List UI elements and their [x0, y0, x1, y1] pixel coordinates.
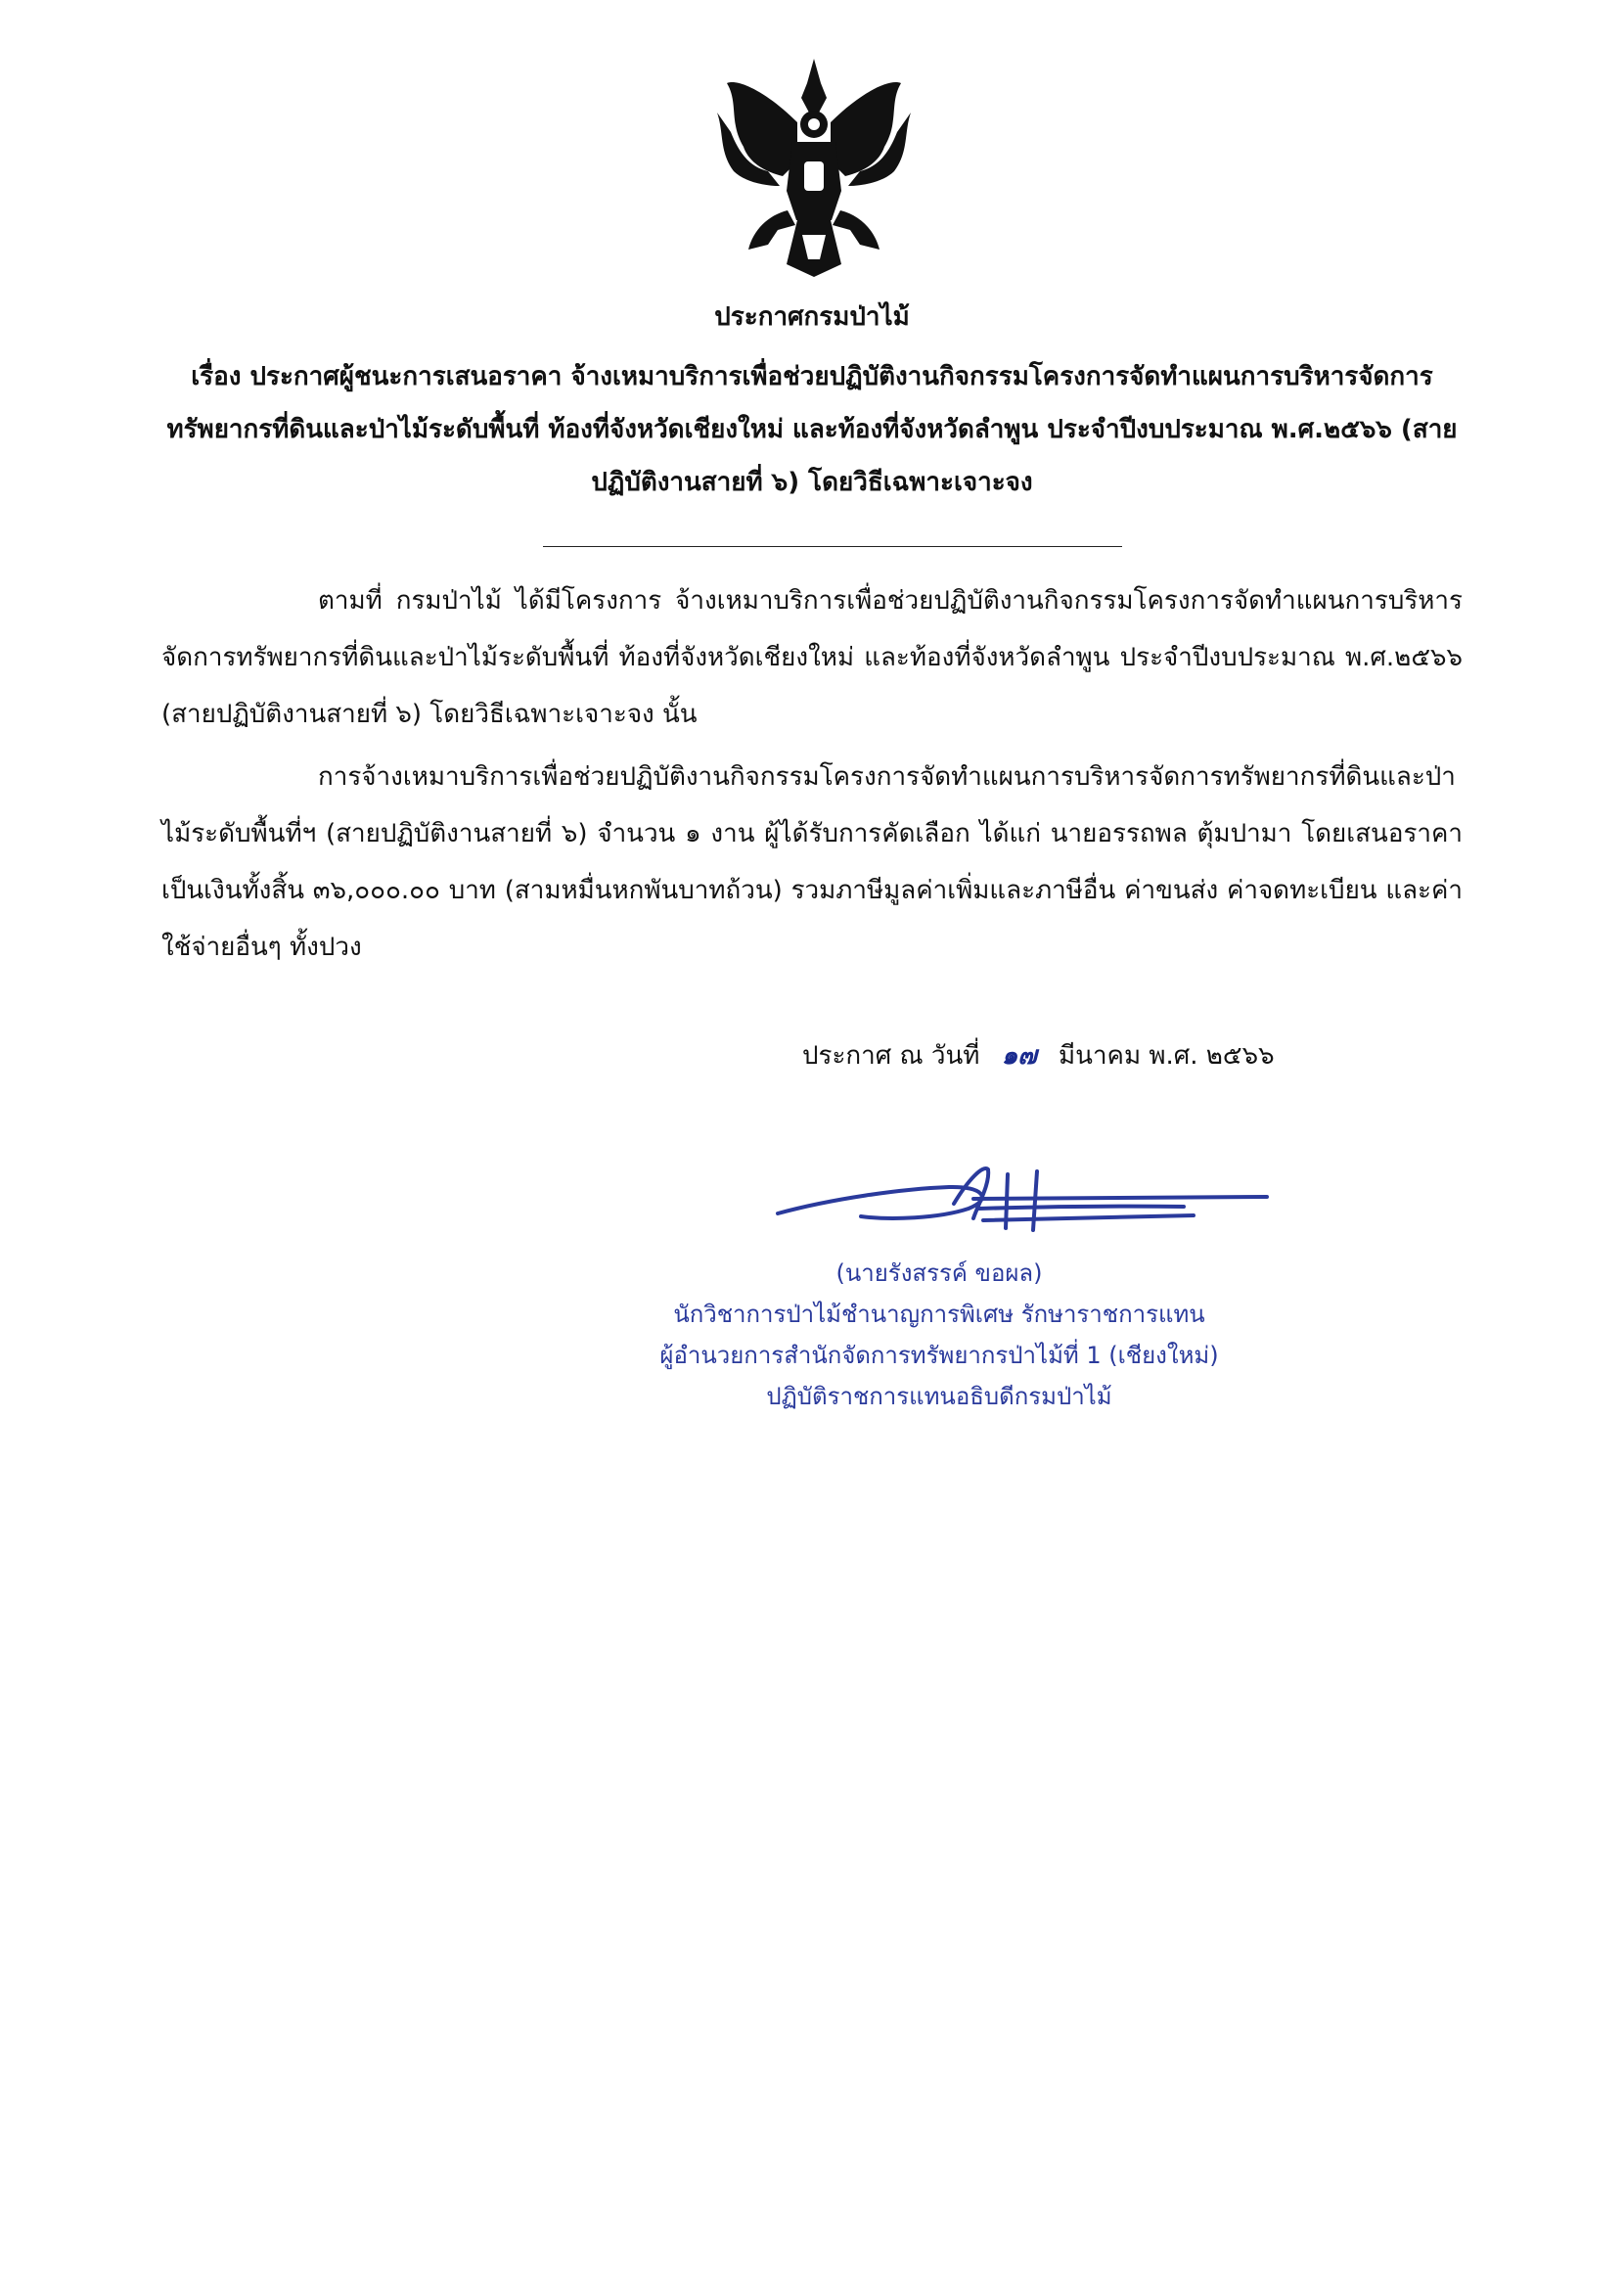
signatory-name: (นายรังสรรค์ ขอผล)	[835, 1259, 1043, 1287]
signatory-position-2: ผู้อำนวยการสำนักจัดการทรัพยากรป่าไม้ที่ 1 (เชียงใหม่)	[659, 1342, 1219, 1369]
body-paragraph-1: ตามที่ กรมป่าไม้ ได้มีโครงการ จ้างเหมาบริการเพื่อช่วยปฏิบัติงานกิจกรรมโครงการจัดทำแผนการบริหารจัดการทรัพยากรที่ดินและป่าไม้ระดับพื้นที่ ท้องที่จังหวัดเชียงใหม่ และท้องที่จังหวัดลำพูน ประจำปีงบประมาณ พ.ศ.๒๕๖๖ (สายปฏิบัติงานสายที่ ๖) โดยวิธีเฉพาะเจาะจง นั้น	[161, 586, 1463, 729]
signatory-position-3: ปฏิบัติราชการแทนอธิบดีกรมป่าไม้	[766, 1383, 1112, 1410]
date-prefix: ประกาศ ณ วันที่	[802, 1041, 980, 1071]
divider-line	[543, 546, 1122, 547]
handwritten-signature	[773, 1160, 1272, 1243]
announcement-date	[802, 1035, 1275, 1075]
date-suffix: มีนาคม พ.ศ. ๒๕๖๖	[1059, 1041, 1275, 1071]
date-day: ๑๗	[1001, 1041, 1037, 1071]
body-paragraph-2: การจ้างเหมาบริการเพื่อช่วยปฏิบัติงานกิจกรรมโครงการจัดทำแผนการบริหารจัดการทรัพยากรที่ดินและป่าไม้ระดับพื้นที่ฯ (สายปฏิบัติงานสายที่ ๖) จำนวน ๑ งาน ผู้ได้รับการคัดเลือก ได้แก่ นายอรรถพล ตุ้มปามา โดยเสนอราคา เป็นเงินทั้งสิ้น ๓๖,๐๐๐.๐๐ บาท (สามหมื่นหกพันบาทถ้วน) รวมภาษีมูลค่าเพิ่มและภาษีอื่น ค่าขนส่ง ค่าจดทะเบียน และค่าใช้จ่ายอื่นๆ ทั้งปวง	[161, 762, 1463, 962]
document-subject: เรื่อง ประกาศผู้ชนะการเสนอราคา จ้างเหมาบริการเพื่อช่วยปฏิบัติงานกิจกรรมโครงการจัดทำแผนการบริหารจัดการทรัพยากรที่ดินและป่าไม้ระดับพื้นที่ ท้องที่จังหวัดเชียงใหม่ และท้องที่จังหวัดลำพูน ประจำปีงบประมาณ พ.ศ.๒๕๖๖ (สายปฏิบัติงานสายที่ ๖) โดยวิธีเฉพาะเจาะจง	[166, 362, 1458, 497]
garuda-emblem-icon	[709, 54, 920, 279]
signatory-block	[587, 1253, 1291, 1417]
signatory-position-1: นักวิชาการป่าไม้ชำนาญการพิเศษ รักษาราชการแทน	[673, 1301, 1205, 1328]
document-title: ประกาศกรมป่าไม้	[714, 302, 910, 332]
